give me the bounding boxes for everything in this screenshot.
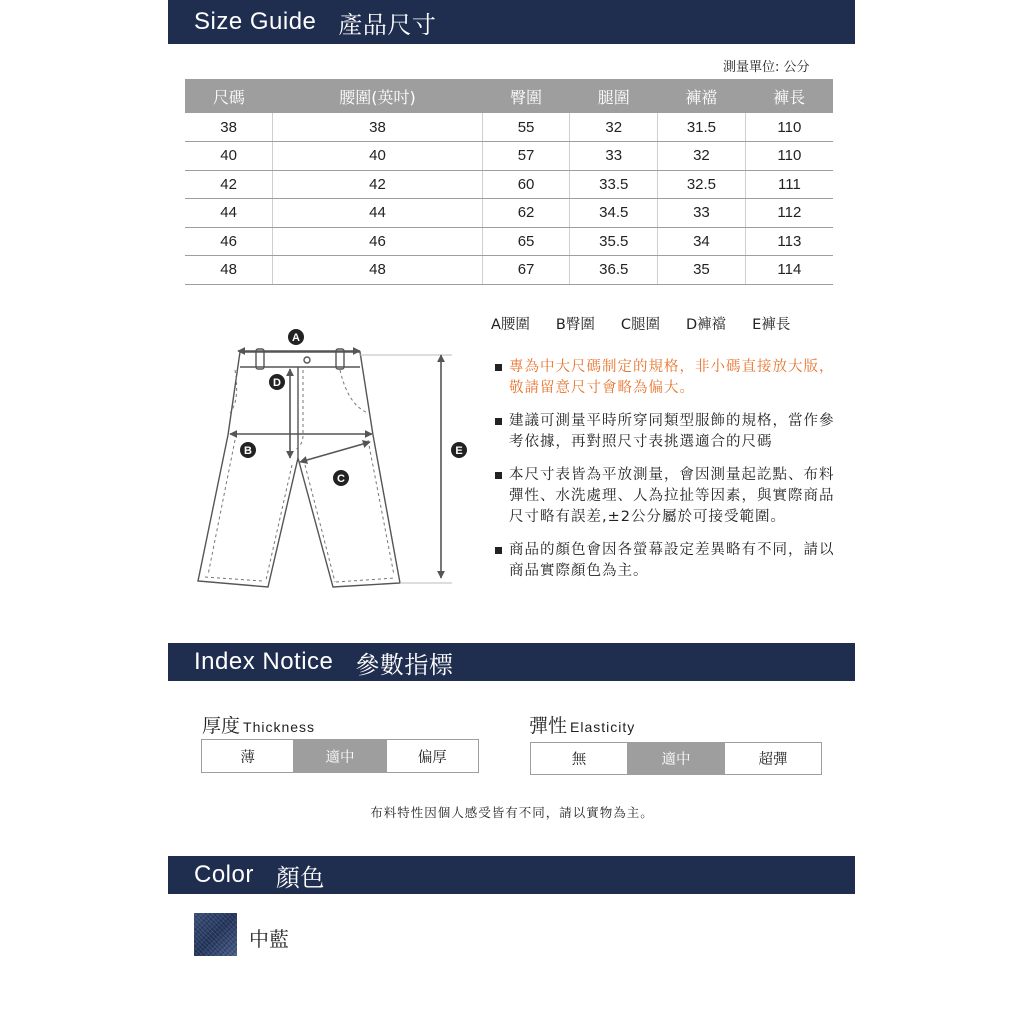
column-header: 尺碼 [185, 79, 273, 113]
size-guide-header [168, 0, 855, 44]
legend-item: D褲襠 [686, 317, 727, 333]
table-cell: 67 [482, 256, 570, 285]
legend-item: C腿圍 [620, 317, 660, 333]
table-row [185, 113, 833, 142]
elasticity-label-zh: 彈性 [529, 715, 568, 737]
table-cell: 42 [273, 170, 483, 199]
label-e [451, 442, 467, 458]
table-cell: 35 [658, 256, 746, 285]
note-item: 建議可測量平時所穿同類型服飾的規格，當作參考依據，再對照尺寸表挑選適合的尺碼 [494, 411, 839, 453]
size-table-header-row [185, 79, 833, 113]
svg-text:C: C [337, 473, 345, 485]
table-cell: 110 [745, 113, 833, 142]
table-cell: 65 [482, 227, 570, 256]
svg-text:A: A [292, 332, 300, 344]
table-cell: 114 [745, 256, 833, 285]
unit-note: 測量單位: 公分 [723, 60, 810, 75]
table-cell: 57 [482, 142, 570, 171]
table-row [185, 256, 833, 285]
elasticity-option: 超彈 [758, 752, 788, 768]
thickness-scale [201, 739, 479, 773]
table-cell: 46 [185, 227, 273, 256]
elasticity-option-selected: 適中 [628, 743, 725, 774]
color-title-en: Color [194, 861, 254, 888]
table-cell: 111 [745, 170, 833, 199]
table-cell: 38 [273, 113, 483, 142]
legend-item: E褲長 [752, 317, 791, 333]
note-item: 專為中大尺碼制定的規格，非小碼直接放大版，敬請留意尺寸會略為偏大。 [494, 357, 839, 399]
elasticity-label-en: Elasticity [570, 719, 636, 735]
table-cell: 33 [658, 199, 746, 228]
table-cell: 34.5 [570, 199, 658, 228]
table-cell: 35.5 [570, 227, 658, 256]
label-a [288, 329, 304, 345]
size-guide-title-en: Size Guide [194, 8, 317, 35]
table-cell: 48 [185, 256, 273, 285]
table-row [185, 170, 833, 199]
table-cell: 32.5 [658, 170, 746, 199]
svg-text:B: B [244, 445, 252, 457]
note-item: 本尺寸表皆為平放測量，會因測量起訖點、布料彈性、水洗處理、人為拉扯等因素，與實際商品尺寸略有誤差,±2公分屬於可接受範圍。 [494, 465, 839, 528]
size-notes [494, 357, 839, 594]
legend-item: A腰圍 [491, 317, 530, 333]
column-header: 臀圍 [482, 79, 570, 113]
fabric-note: 布料特性因個人感受皆有不同，請以實物為主。 [370, 805, 654, 820]
table-cell: 42 [185, 170, 273, 199]
column-header: 腰圍(英吋) [273, 79, 483, 113]
table-cell: 33.5 [570, 170, 658, 199]
color-title-zh: 顏色 [275, 863, 325, 892]
elasticity-title [529, 711, 635, 738]
thickness-option: 薄 [202, 740, 294, 772]
table-cell: 36.5 [570, 256, 658, 285]
color-swatch [194, 913, 237, 956]
table-row [185, 142, 833, 171]
label-c [333, 470, 349, 486]
table-cell: 110 [745, 142, 833, 171]
table-cell: 113 [745, 227, 833, 256]
table-cell: 55 [482, 113, 570, 142]
table-cell: 32 [658, 142, 746, 171]
table-cell: 62 [482, 199, 570, 228]
table-cell: 46 [273, 227, 483, 256]
thickness-label-en: Thickness [243, 719, 316, 735]
legend-item: B臀圍 [555, 317, 595, 333]
column-header: 褲長 [745, 79, 833, 113]
table-cell: 40 [185, 142, 273, 171]
pants-measurement-diagram [190, 325, 463, 595]
table-cell: 32 [570, 113, 658, 142]
index-notice-header [168, 643, 855, 681]
thickness-title [202, 711, 315, 738]
label-b [240, 442, 256, 458]
table-row [185, 227, 833, 256]
table-cell: 112 [745, 199, 833, 228]
table-cell: 34 [658, 227, 746, 256]
table-cell: 44 [273, 199, 483, 228]
column-header: 褲襠 [658, 79, 746, 113]
svg-text:D: D [273, 377, 281, 389]
svg-text:E: E [455, 445, 463, 457]
color-header [168, 856, 855, 894]
table-cell: 33 [570, 142, 658, 171]
index-notice-title-zh: 參數指標 [355, 650, 454, 679]
thickness-option-selected: 適中 [294, 740, 386, 772]
elasticity-option: 無 [531, 743, 628, 774]
table-cell: 60 [482, 170, 570, 199]
size-table [185, 79, 833, 285]
measurement-legend [491, 313, 790, 334]
note-item: 商品的顏色會因各螢幕設定差異略有不同，請以商品實際顏色為主。 [494, 540, 839, 582]
thickness-label-zh: 厚度 [202, 715, 241, 737]
table-cell: 48 [273, 256, 483, 285]
size-guide-title-zh: 產品尺寸 [338, 10, 437, 39]
elasticity-scale [530, 742, 822, 775]
label-d [269, 374, 285, 390]
column-header: 腿圍 [570, 79, 658, 113]
color-name: 中藍 [249, 927, 289, 951]
table-cell: 31.5 [658, 113, 746, 142]
table-cell: 40 [273, 142, 483, 171]
thickness-option: 偏厚 [417, 749, 447, 766]
table-row [185, 199, 833, 228]
table-cell: 44 [185, 199, 273, 228]
index-notice-title-en: Index Notice [194, 648, 334, 675]
table-cell: 38 [185, 113, 273, 142]
